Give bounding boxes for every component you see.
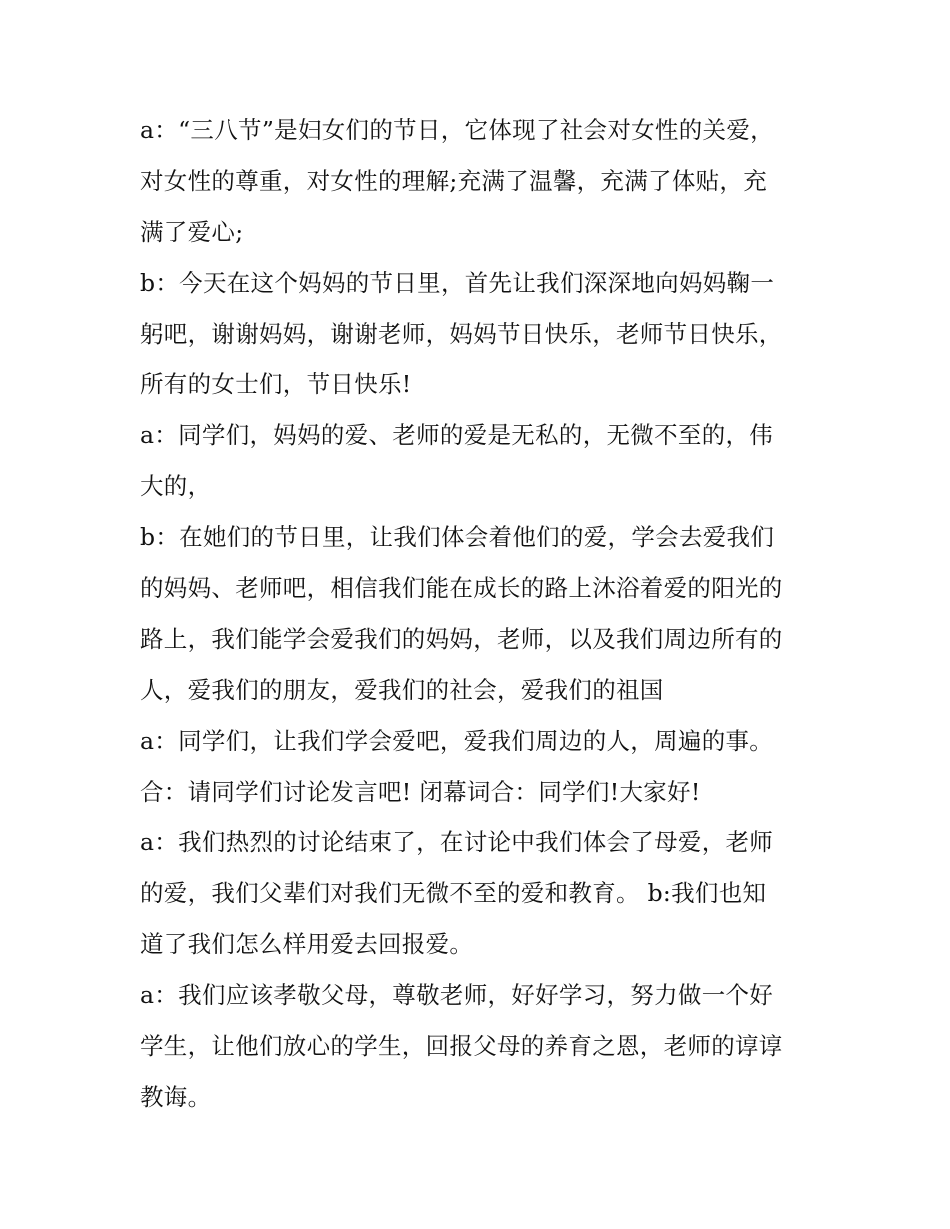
text-line: 满了爱心; — [140, 217, 244, 246]
text-line: 学生，让他们放心的学生，回报父母的养育之恩，老师的谆谆 — [140, 1032, 783, 1061]
text-line: 教诲。 — [140, 1082, 212, 1111]
text-line: a：同学们，让我们学会爱吧，爱我们周边的人，周遍的事。 — [140, 726, 774, 755]
text-line: 对女性的尊重，对女性的理解;充满了温馨，充满了体贴，充 — [140, 166, 768, 195]
text-line: 路上，我们能学会爱我们的妈妈，老师，以及我们周边所有的 — [140, 624, 783, 653]
text-line: a：同学们，妈妈的爱、老师的爱是无私的，无微不至的，伟 — [140, 421, 774, 450]
text-line: b：在她们的节日里，让我们体会着他们的爱，学会去爱我们 — [140, 523, 775, 552]
text-line: 躬吧，谢谢妈妈，谢谢老师，妈妈节日快乐，老师节日快乐， — [140, 319, 783, 348]
text-line: a：“三八节”是妇女们的节日，它体现了社会对女性的关爱， — [140, 116, 774, 144]
text-line: a：我们热烈的讨论结束了，在讨论中我们体会了母爱，老师 — [140, 828, 774, 857]
text-line: 大的， — [140, 472, 212, 501]
text-line: 道了我们怎么样用爱去回报爱。 — [140, 930, 474, 959]
text-line: 的爱，我们父辈们对我们无微不至的爱和教育。 b:我们也知 — [140, 879, 767, 908]
text-line: 所有的女士们，节日快乐! — [140, 370, 412, 399]
text-line: 的妈妈、老师吧，相信我们能在成长的路上沐浴着爱的阳光的 — [140, 574, 783, 603]
text-line: 人，爱我们的朋友，爱我们的社会，爱我们的祖国 — [140, 675, 664, 704]
document-body — [140, 105, 820, 1123]
text-line: b：今天在这个妈妈的节日里，首先让我们深深地向妈妈鞠一 — [140, 268, 775, 297]
text-line: 合：请同学们讨论发言吧! 闭幕词合：同学们!大家好! — [140, 777, 701, 806]
text-line: a：我们应该孝敬父母，尊敬老师，好好学习，努力做一个好 — [140, 981, 774, 1010]
